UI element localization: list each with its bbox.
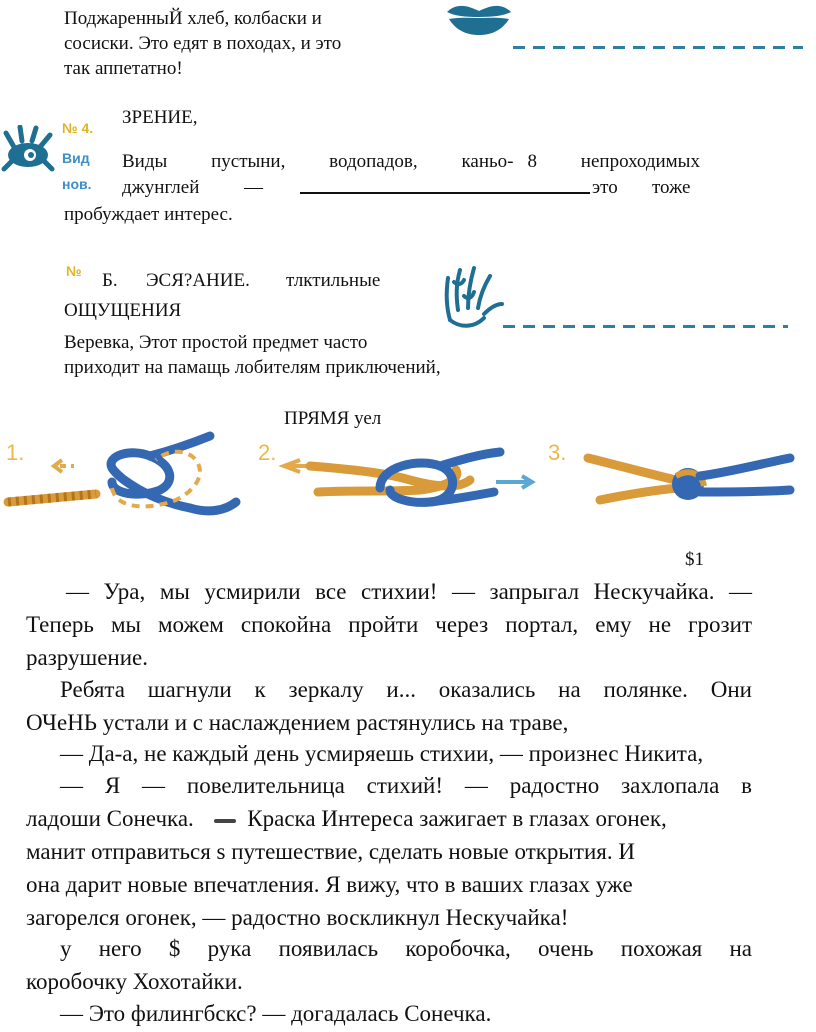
sight-word: водопадов, <box>329 151 418 172</box>
sight-line-2-b: — <box>244 177 263 198</box>
story-paragraph-2 <box>26 673 752 739</box>
touch-heading-b: ЭСЯ?АНИЕ. <box>146 270 250 291</box>
sight-badge: № 4. <box>62 120 94 136</box>
page-mark: $1 <box>685 549 704 570</box>
taste-dash-line <box>513 46 803 49</box>
story-line: — Я — повелительница стихий! — радостно захлопала в <box>60 773 752 798</box>
sight-blank-line <box>300 192 590 194</box>
touch-heading-a: Б. <box>102 270 118 291</box>
knot-step-3-drawing <box>588 458 790 500</box>
touch-heading-line2: ОЩУЩЕНИЯ <box>64 300 182 321</box>
sight-line-2-c: это <box>592 177 618 198</box>
story-line: Теперь мы можем спокойна пройти через портал, ему не грозит <box>26 612 752 637</box>
taste-line: так аппетатно! <box>64 58 183 79</box>
touch-heading-c: тлктильные <box>286 270 381 291</box>
story-line: Ребята шагнули к зеркалу и... оказались на полянке. Они <box>60 677 752 702</box>
story-line-mixed <box>26 802 752 835</box>
touch-dash-line <box>503 325 788 328</box>
story-paragraph-1 <box>26 575 752 674</box>
sight-word: непроходимых <box>580 151 700 172</box>
story-line: разрушение. <box>26 645 148 670</box>
story-line: — Да-а, не каждый день усмиряешь стихии, — произнес Никита, <box>60 741 704 766</box>
knot-caption: ПРЯМЯ уел <box>284 408 382 429</box>
knot-illustration <box>0 430 816 530</box>
story-line: — Это филингбскс? — догадалась Сонечка. <box>60 1001 492 1026</box>
story-paragraph-4 <box>26 769 752 934</box>
taste-line: сосиски. Это едят в походах, и это <box>64 33 342 54</box>
knot-step-2-drawing <box>284 452 532 502</box>
sight-side-label: Вид <box>62 150 90 166</box>
knot-step-number: 2. <box>258 440 277 465</box>
story-paragraph-6 <box>26 997 752 1030</box>
story-line: — Ура, мы усмирили все стихии! — запрыгал Нескучайка. — <box>66 579 752 604</box>
sight-word: каньо- <box>461 151 514 172</box>
sight-line-1 <box>122 149 700 174</box>
story-fragment: Краска Интереса зажигает в глазах огонек, <box>247 806 667 831</box>
dash-mark-icon <box>214 819 236 823</box>
hand-icon <box>440 262 508 332</box>
sight-side-label: нов. <box>62 176 92 192</box>
sight-word: 8 <box>527 151 537 172</box>
touch-line: Веревка, Этот простой предмет часто <box>64 332 368 353</box>
knot-step-number: 3. <box>548 440 567 465</box>
story-line: коробочку Хохотайки. <box>26 969 243 994</box>
story-fragment: ладоши Сонечка. <box>26 806 194 831</box>
knot-step-1-drawing <box>8 436 236 511</box>
lips-icon <box>443 0 515 36</box>
sight-word: Виды <box>122 151 168 172</box>
knot-step-number: 1. <box>6 440 25 465</box>
sight-heading: ЗРЕНИЕ, <box>122 107 198 128</box>
story-line: ОЧеНЬ устали и с наслаждением растянулись на траве, <box>26 710 569 735</box>
story-line: загорелся огонек, — радостно воскликнул Нескучайка! <box>26 905 569 930</box>
sight-word: пустыни, <box>211 151 286 172</box>
story-line: она дарит новые впечатления. Я вижу, что в ваших глазах уже <box>26 872 633 897</box>
touch-badge: № <box>66 263 82 279</box>
sight-line-2-a: джунглей <box>122 177 200 198</box>
story-line: у него $ рука появилась коробочка, очень похожая на <box>60 936 752 961</box>
story-line: манит отправиться s путешествие, сделать новые открытия. И <box>26 839 635 864</box>
eye-icon <box>0 125 58 173</box>
taste-line: ПоджаренныЙ хлеб, колбаски и <box>64 8 322 29</box>
touch-text <box>64 330 544 380</box>
story-paragraph-3 <box>26 737 752 770</box>
sight-line-2-d: тоже <box>652 177 691 198</box>
touch-line: приходит на памащь лобителям приключений, <box>64 357 441 378</box>
story-paragraph-5 <box>26 932 752 998</box>
sight-line-3: пробуждает интерес. <box>64 204 233 225</box>
taste-text <box>64 6 424 81</box>
